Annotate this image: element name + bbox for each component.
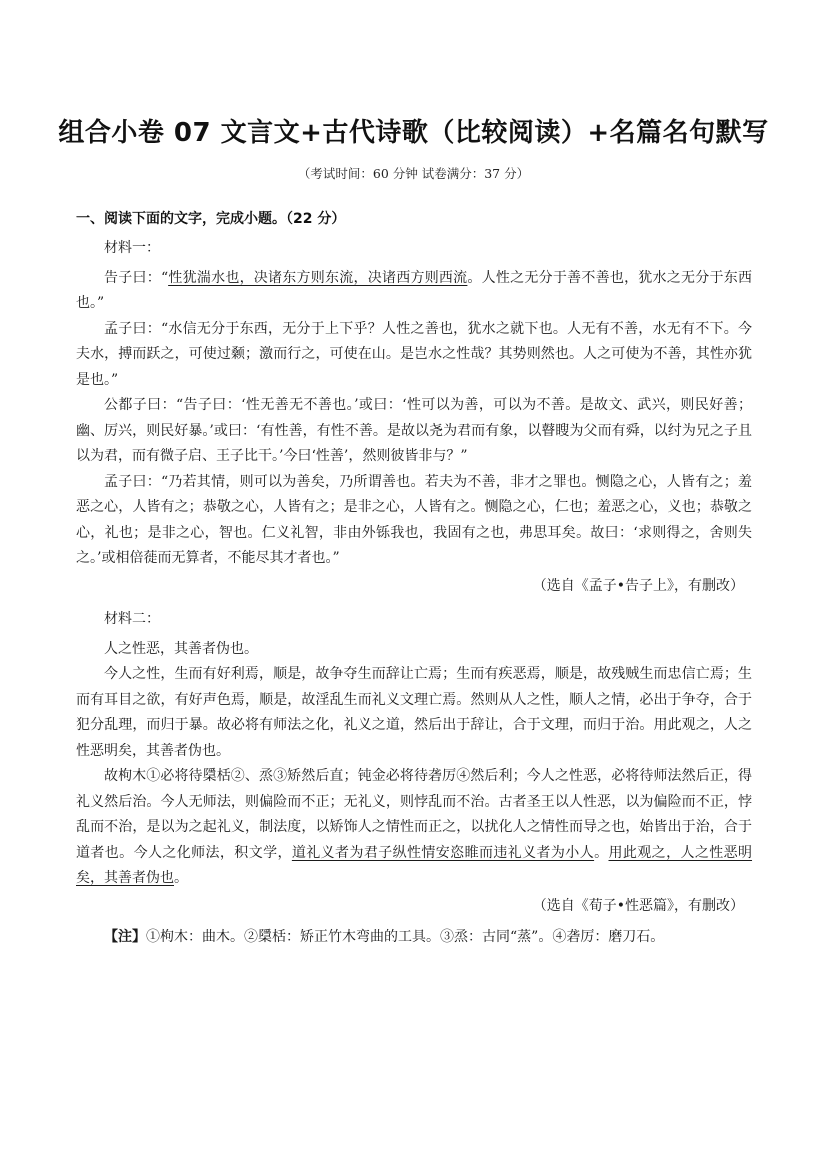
material-label: 材料二： xyxy=(104,611,160,627)
note-tag: 【注】 xyxy=(104,929,146,945)
text-span: 故枸木①必将待檃栝②、烝③矫然后直；钝金必将待砻厉④然后利；今人之性恶，必将待师法然后正，得礼义然后治。今人无师法，则偏险而不正；无礼义，则悖乱而不治。古者圣王以人性恶，以为偏险而不正，悖乱而不治，是以为之起礼义，制法度，以矫饰人之情性而正之，以扰化人之情性而导之也，始皆出于治，合于道者也。今人之化师法，积文学， xyxy=(76,768,752,861)
page-title: 组合小卷 07 文言文+古代诗歌（比较阅读）+名篇名句默写 xyxy=(58,118,769,148)
text-span: 告子曰：“ xyxy=(104,269,169,286)
material-label: 材料一： xyxy=(104,240,160,256)
text-span: 。 xyxy=(594,844,609,861)
source-citation: （选自《荀子•性恶篇》，有删改） xyxy=(532,897,744,914)
paragraph xyxy=(76,266,752,317)
annotation-note xyxy=(76,925,752,951)
paragraph: 人之性恶，其善者伪也。 xyxy=(104,640,258,657)
underlined-sentence: 用此观之，人之性恶明矣，其善者伪也 xyxy=(76,844,753,886)
reading-passage xyxy=(76,236,752,951)
text-span: 。人性之无分于善不善也，犹水之无分于东西也。” xyxy=(76,269,752,311)
underlined-sentence: 性犹湍水也，决诸东方则东流，决诸西方则西流 xyxy=(168,269,468,286)
paragraph: 今人之性，生而有好利焉，顺是，故争夺生而辞让亡焉；生而有疾恶焉，顺是，故残贼生而忠信亡焉；生而有耳目之欲，有好声色焉，顺是，故淫乱生而礼义文理亡焉。然则从人之性，顺人之情，必出于争夺，合于犯分乱理，而归于暴。故必将有师法之化，礼义之道，然后出于辞让，合于文理，而归于治。用此观之，人之性恶明矣，其善者伪也。 xyxy=(76,666,752,759)
source-citation: （选自《孟子•告子上》，有删改） xyxy=(532,577,744,594)
paragraph: 孟子曰：“水信无分于东西，无分于上下乎？人性之善也，犹水之就下也。人无有不善，水无有不下。今夫水，搏而跃之，可使过颡；激而行之，可使在山。是岂水之性哉？其势则然也。人之可使为不善，其性亦犹是也。” xyxy=(76,320,752,388)
exam-info: （考试时间：60 分钟 试卷满分：37 分） xyxy=(297,166,530,181)
paragraph: 孟子曰：“乃若其情，则可以为善矣，乃所谓善也。若夫为不善，非才之罪也。恻隐之心，人皆有之；羞恶之心，人皆有之；恭敬之心，人皆有之；是非之心，人皆有之。恻隐之心，仁也；羞恶之心，义也；恭敬之心，礼也；是非之心，智也。仁义礼智，非由外铄我也，我固有之也，弗思耳矣。故曰：‘求则得之，舍则失之。’或相倍蓰而无算者，不能尽其才者也。” xyxy=(76,473,752,566)
section-heading: 一、阅读下面的文字，完成小题。（22 分） xyxy=(76,211,346,227)
text-span: 。 xyxy=(174,870,188,886)
underlined-sentence: 道礼义者为君子纵性情安恣睢而违礼义者为小人 xyxy=(291,844,595,861)
note-text: ①枸木：曲木。②檃栝：矫正竹木弯曲的工具。③烝：古同“蒸”。④砻厉：磨刀石。 xyxy=(146,929,665,945)
paragraph xyxy=(76,764,752,892)
paragraph: 公都子曰：“告子曰：‘性无善无不善也。’或曰：‘性可以为善，可以为不善。是故文、武兴，则民好善；幽、厉兴，则民好暴。’或曰：‘有性善，有性不善。是故以尧为君而有象，以瞽瞍为父而有舜，以纣为兄之子且以为君，而有微子启、王子比干。’今曰‘性善’，然则彼皆非与？” xyxy=(76,397,752,464)
